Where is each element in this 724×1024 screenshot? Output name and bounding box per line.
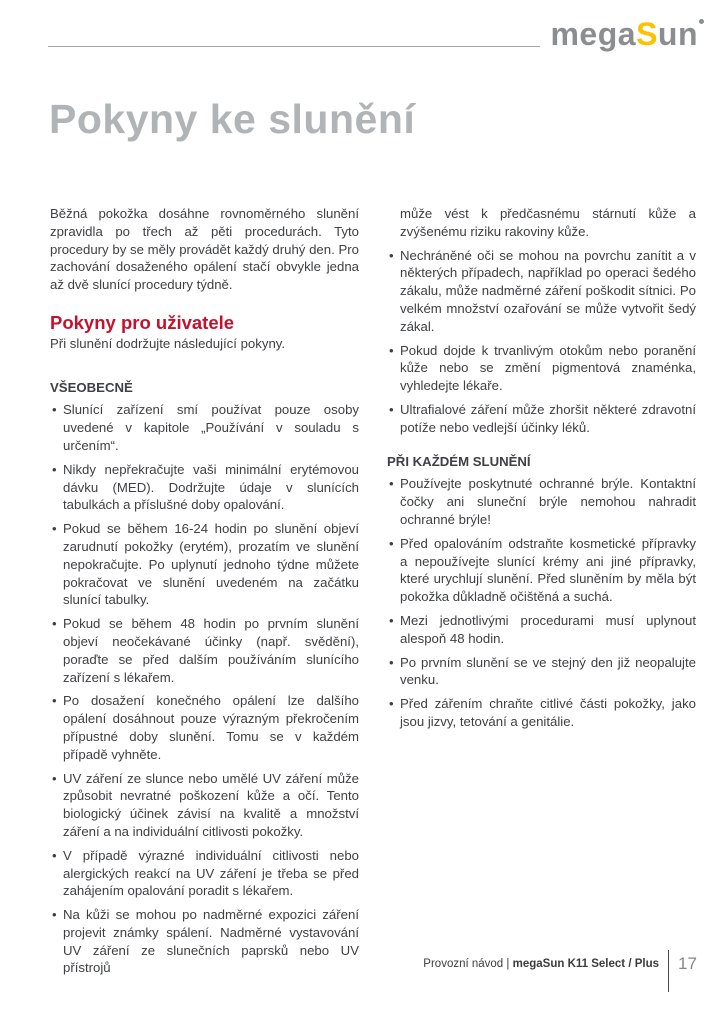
bullet-icon: • [389, 696, 394, 712]
general-bullet-list [50, 401, 359, 977]
list-item [50, 401, 359, 454]
bullet-text: V případě výrazné individuální citlivosti nebo alergických reakcí na UV záření je třeba se před zahájením opalování poradit s lékařem. [63, 847, 359, 899]
general-bullet-list-continued [387, 247, 696, 437]
page-number: 17 [678, 954, 697, 973]
bullet-icon: • [52, 521, 57, 537]
list-item [387, 475, 696, 528]
list-item [387, 401, 696, 437]
list-item [50, 906, 359, 977]
page-title: Pokyny ke slunění [49, 96, 416, 142]
list-item [387, 612, 696, 648]
bullet-text: Pokud se během 16-24 hodin po slunění objeví zarudnutí pokožky (erytém), prozatím ve slunění nepokračujte. Po uplynutí jednoho týdne můžete pokračovat ve slunění uvedeném na začátku slunící tabulky. [63, 521, 359, 608]
bullet-icon: • [389, 654, 394, 670]
bullet-text: Pokud se během 48 hodin po prvním slunění objeví neočekávané účinky (např. svědění), poraďte se před dalším používáním slunícího zařízení s lékařem. [63, 616, 359, 685]
general-section-heading: VŠEOBECNĚ [50, 379, 133, 395]
logo-dot-icon [699, 19, 704, 24]
left-column [50, 205, 359, 983]
bullet-icon: • [52, 907, 57, 923]
bullet-icon: • [52, 402, 57, 418]
bullet-icon: • [389, 401, 394, 417]
each-session-bullet-list [387, 475, 696, 730]
logo-text-un: un [657, 16, 698, 52]
bullet-text: Po dosažení konečného opálení lze dalšího opálení dosáhnout pouze výrazným překročením přípustné doby slunění. Tomu se v každém případě vyhněte. [63, 693, 359, 762]
bullet-icon: • [52, 616, 57, 632]
bullet-icon: • [389, 612, 394, 628]
user-instructions-heading: Pokyny pro uživatele [50, 311, 235, 333]
header-divider [48, 46, 540, 47]
list-item [50, 770, 359, 841]
bullet-text: Ultrafialové záření může zhoršit některé zdravotní potíže nebo vedlejší účinky léků. [400, 401, 696, 435]
bullet-icon: • [52, 847, 57, 863]
user-instructions-subtitle: Při slunění dodržujte následující pokyny. [50, 335, 286, 351]
list-item [387, 342, 696, 395]
logo-text-mega: mega [550, 16, 637, 52]
intro-paragraph: Běžná pokožka dosáhne rovnoměrného slunění zpravidla po třech až pěti procedurách. Tyto procedury by se měly provádět každý druhý den. Pro zachování dosaženého opálení stačí obvykle jedna až dvě slunící procedury týdně. [50, 206, 359, 293]
list-item [50, 692, 359, 763]
list-item [387, 695, 696, 731]
brand-logo [550, 16, 704, 52]
footer-product-label: megaSun K11 Select / Plus [512, 958, 659, 970]
bullet-icon: • [389, 247, 394, 263]
bullet-text: Před opalováním odstraňte kosmetické přípravky a nepoužívejte slunící krémy ani jiné přípravky, které urychlují slunění. Před sluněním by měla být pokožka důkladně očištěná a suchá. [400, 535, 696, 605]
continuation-paragraph: může vést k předčasnému stárnutí kůže a zvýšenému riziku rakoviny kůže. [400, 206, 696, 239]
list-item [50, 520, 359, 609]
list-item [50, 847, 359, 900]
bullet-text: Mezi jednotlivými procedurami musí uplynout alespoň 48 hodin. [400, 612, 696, 646]
bullet-text: UV záření ze slunce nebo umělé UV záření může způsobit nevratné poškození kůže a očí. Tento biologický účinek závisí na kvalitě a množství záření a na individuální citlivosti pokožky. [63, 770, 359, 839]
bullet-icon: • [52, 461, 57, 477]
bullet-text: Před zářením chraňte citlivé části pokožky, jako jsou jizvy, tetování a genitálie. [400, 696, 696, 729]
content-columns [50, 205, 696, 983]
logo-text-accent: S [636, 16, 658, 52]
bullet-text: Nikdy nepřekračujte vaši minimální erytémovou dávku (MED). Dodržujte údaje v slunících tabulkách a příslušné doby opalování. [63, 461, 359, 513]
bullet-icon: • [389, 476, 394, 492]
right-column [387, 205, 696, 983]
list-item [387, 535, 696, 606]
list-item [387, 247, 696, 336]
bullet-icon: • [389, 342, 394, 358]
footer-text [423, 958, 659, 970]
bullet-icon: • [52, 770, 57, 786]
bullet-icon: • [52, 693, 57, 709]
each-session-heading: PŘI KAŽDÉM SLUNĚNÍ [387, 453, 531, 469]
list-item [50, 615, 359, 686]
list-item [387, 654, 696, 690]
page-footer [423, 948, 724, 992]
bullet-text: Na kůži se mohou po nadměrné expozici záření projevit známky spálení. Nadměrné vystavování UV záření ze slunečních paprsků nebo UV přístrojů [63, 907, 359, 976]
bullet-icon: • [389, 535, 394, 551]
list-item [50, 461, 359, 514]
bullet-text: Slunící zařízení smí používat pouze osoby uvedené v kapitole „Používání v souladu s určením“. [63, 402, 359, 453]
bullet-text: Pokud dojde k trvanlivým otokům nebo poranění kůže nebo se změní pigmentová znaménka, vyhledejte lékaře. [400, 342, 696, 394]
bullet-text: Používejte poskytnuté ochranné brýle. Kontaktní čočky ani sluneční brýle nemohou nahradit ochranné brýle! [400, 476, 696, 527]
bullet-text: Po prvním slunění se ve stejný den již neopalujte venku. [400, 654, 696, 688]
footer-separator: | [506, 958, 510, 970]
footer-doc-label: Provozní návod [423, 958, 504, 970]
bullet-text: Nechráněné oči se mohou na povrchu zanítit a v některých případech, například po operaci šedého zákalu, může nadměrné záření poškodit sítnici. Po velkém množství ozařování se může vytvořit šedý zákal. [400, 247, 696, 334]
